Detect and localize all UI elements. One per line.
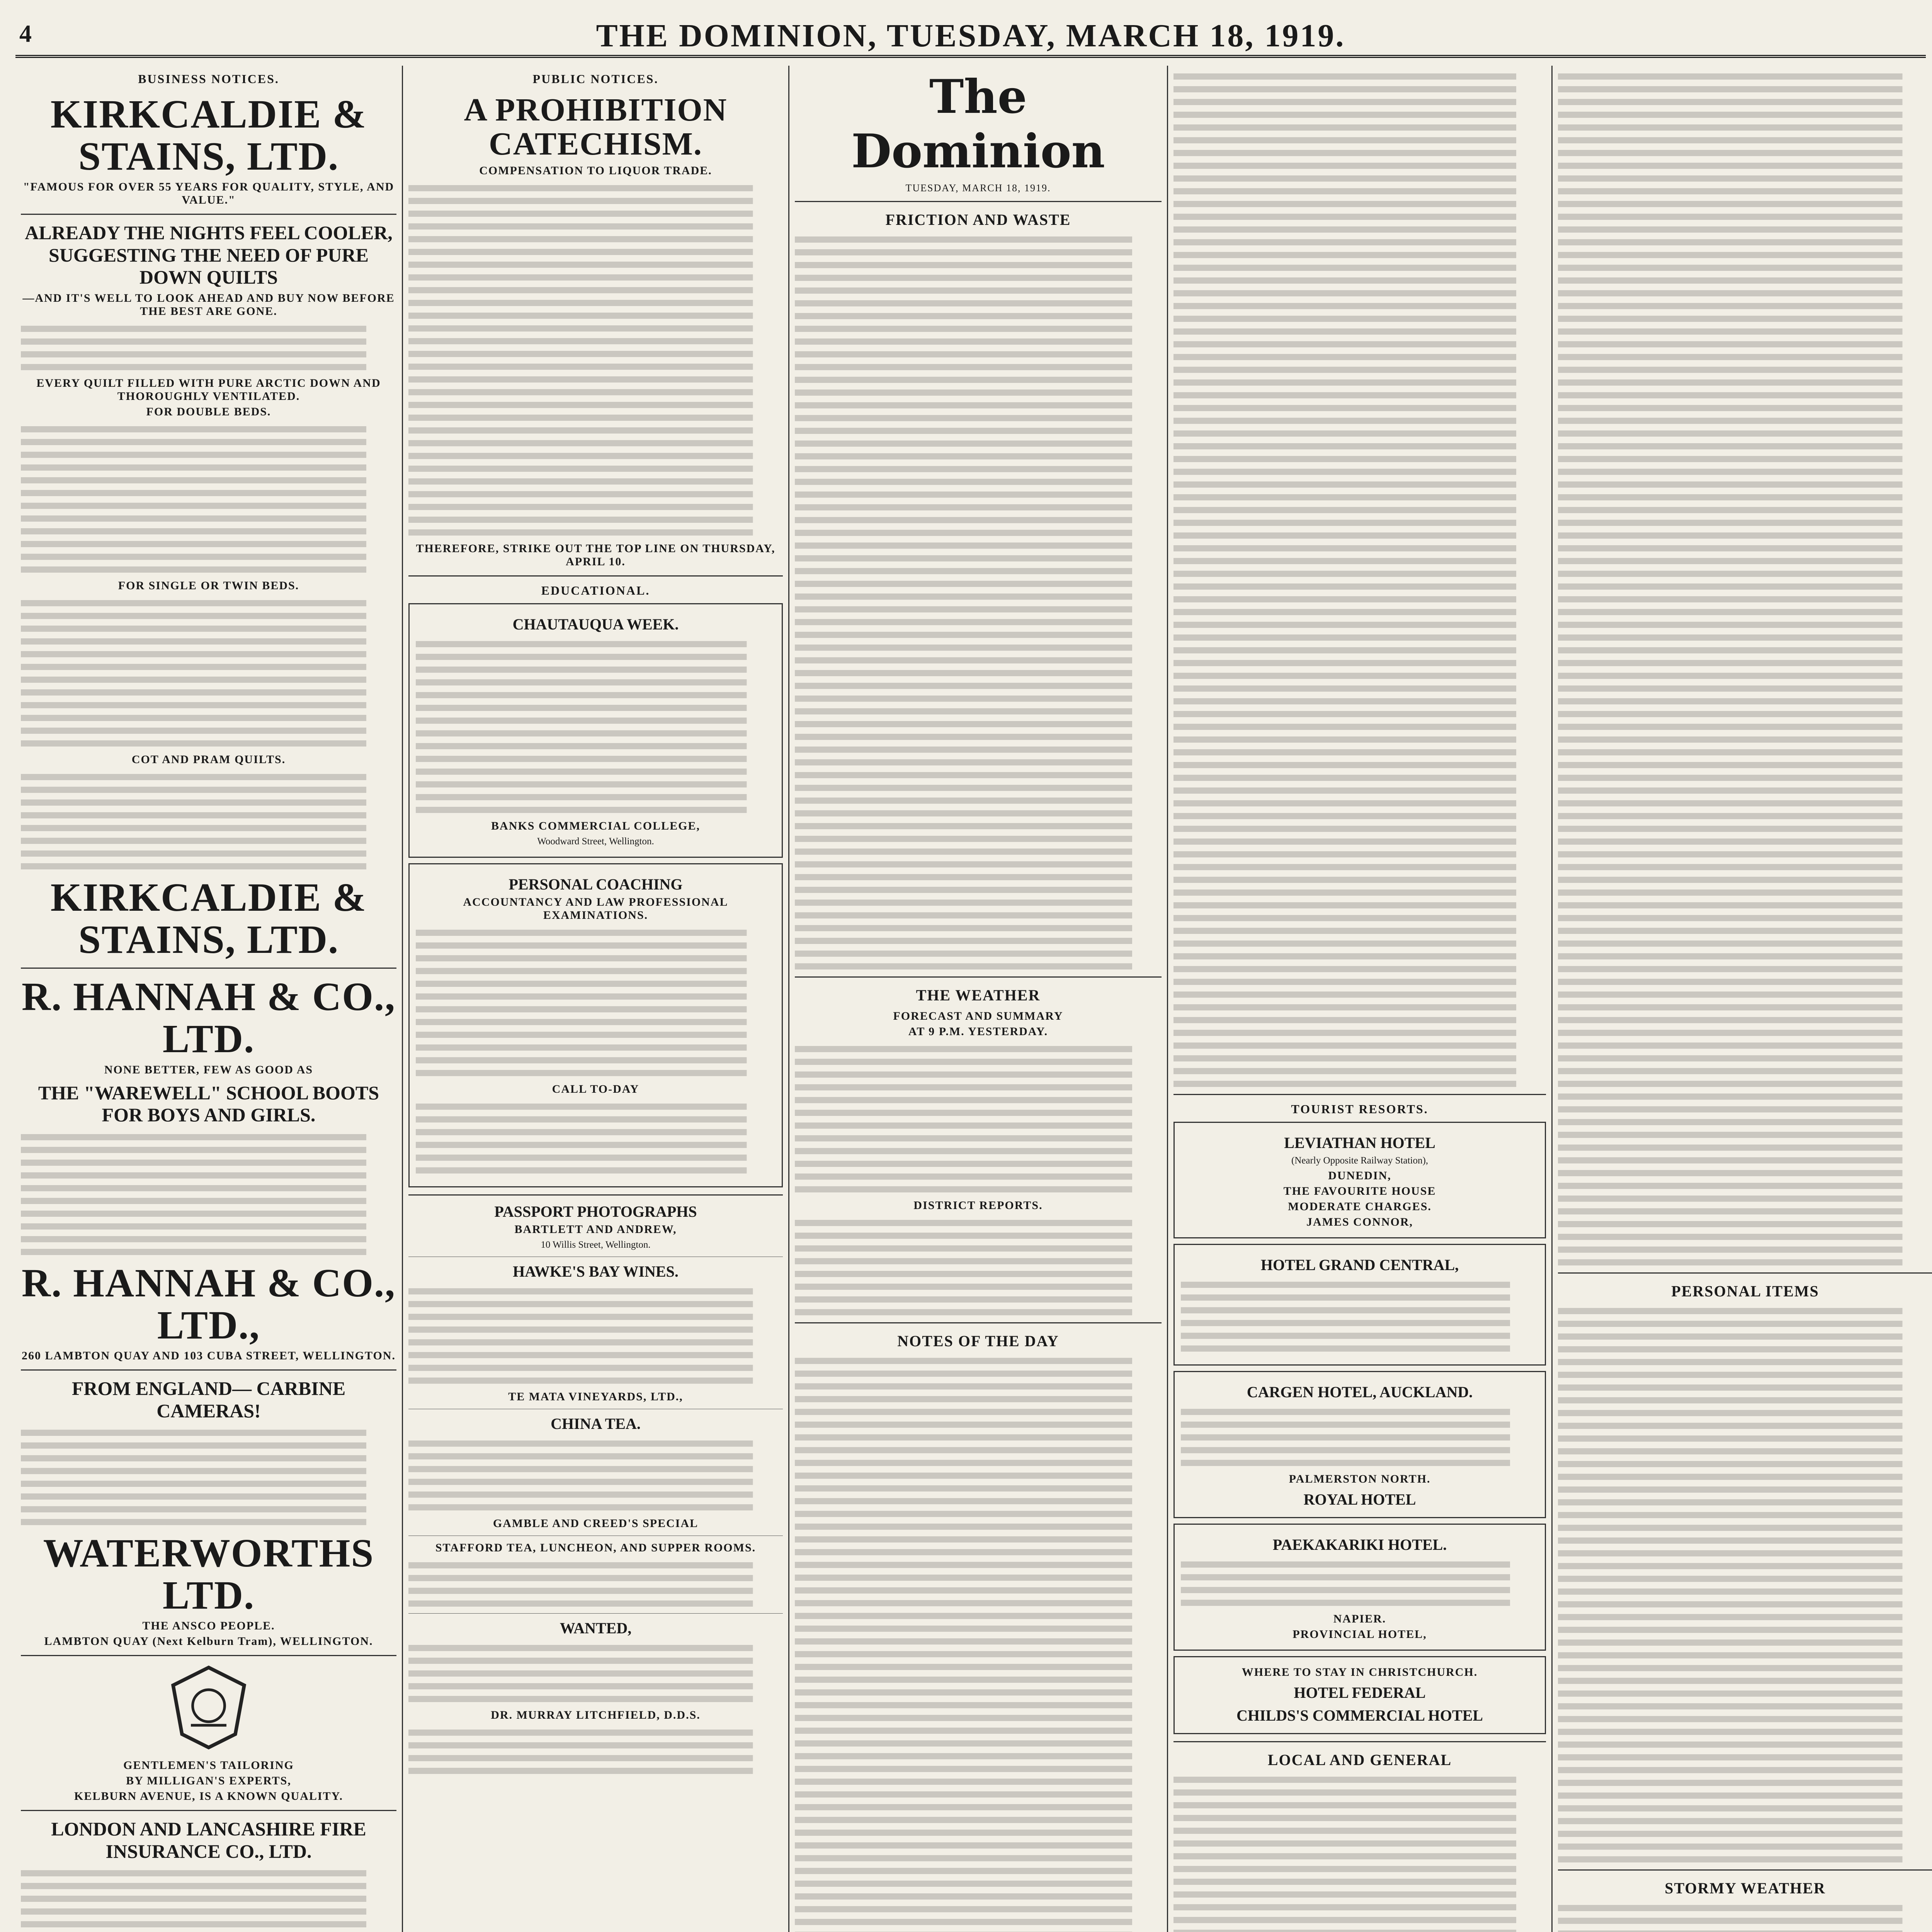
text-block <box>408 1288 783 1384</box>
text-block <box>1181 1282 1539 1352</box>
kirkcaldie-title-2: KIRKCALDIE & STAINS, LTD. <box>50 875 367 962</box>
column-tourist-and-local <box>1167 66 1551 1932</box>
text-block <box>408 1440 783 1510</box>
divider <box>21 968 396 969</box>
london-lancashire-headline: LONDON AND LANCASHIRE FIRE INSURANCE CO., LTD. <box>51 1818 366 1862</box>
warewell-headline: THE "WAREWELL" SCHOOL BOOTS FOR BOYS AND GIRLS. <box>38 1082 379 1126</box>
text-block <box>21 1430 396 1525</box>
tourist-resorts-heading: TOURIST RESORTS. <box>1291 1102 1429 1116</box>
divider <box>21 1810 396 1811</box>
masthead <box>15 8 1926 58</box>
text-block <box>416 1104 776 1173</box>
single-beds-heading: FOR SINGLE OR TWIN BEDS. <box>118 579 299 592</box>
kirkcaldie-slogan: "FAMOUS FOR OVER 55 YEARS FOR QUALITY, STYLE, AND VALUE." <box>23 180 395 207</box>
waterworths-subhead: THE ANSCO PEOPLE. <box>142 1619 275 1633</box>
text-block <box>21 426 396 573</box>
text-block <box>416 641 776 813</box>
local-general-headline: LOCAL AND GENERAL <box>1267 1751 1452 1769</box>
litchfield-dentist: DR. MURRAY LITCHFIELD, D.D.S. <box>491 1708 701 1721</box>
waterworths-title: WATERWORTHS LTD. <box>43 1531 374 1618</box>
forecast-time: AT 9 P.M. YESTERDAY. <box>908 1025 1048 1038</box>
carbine-cameras-headline: FROM ENGLAND— CARBINE CAMERAS! <box>71 1378 346 1422</box>
personal-coaching-heading: PERSONAL COACHING <box>509 875 683 893</box>
grand-central-ad <box>1173 1244 1546 1366</box>
divider <box>408 575 783 577</box>
divider <box>21 1655 396 1656</box>
text-block <box>408 1730 783 1774</box>
prohibition-title: A PROHIBITION CATECHISM. <box>464 92 728 162</box>
leviathan-title: LEVIATHAN HOTEL <box>1284 1134 1435 1151</box>
hawkes-bay-heading: HAWKE'S BAY WINES. <box>513 1262 679 1280</box>
divider <box>795 1322 1162 1323</box>
double-beds-heading: FOR DOUBLE BEDS. <box>146 405 271 418</box>
quilts-note: EVERY QUILT FILLED WITH PURE ARCTIC DOWN AND THOROUGHLY VENTILATED. <box>36 376 381 403</box>
column-public-notices <box>402 66 788 1932</box>
forecast-heading: FORECAST AND SUMMARY <box>893 1010 1063 1022</box>
te-mata-name: TE MATA VINEYARDS, LTD., <box>508 1390 683 1403</box>
text-block <box>408 185 783 536</box>
strike-out-notice: THEREFORE, STRIKE OUT THE TOP LINE ON THURSDAY, APRIL 10. <box>416 542 776 568</box>
friction-headline: FRICTION AND WASTE <box>885 211 1071 228</box>
cargen-hotel-ad <box>1173 1371 1546 1518</box>
text-block <box>21 1870 396 1932</box>
text-block <box>1173 1777 1546 1932</box>
column-business-notices <box>15 66 402 1932</box>
leviathan-city: DUNEDIN, <box>1328 1169 1391 1182</box>
call-today: CALL TO-DAY <box>552 1082 639 1095</box>
educational-heading: EDUCATIONAL. <box>541 583 650 598</box>
china-tea-heading: CHINA TEA. <box>551 1415 641 1432</box>
text-block <box>795 1220 1162 1315</box>
district-reports-heading: DISTRICT REPORTS. <box>913 1199 1043 1212</box>
leviathan-sub: (Nearly Opposite Railway Station), <box>1291 1155 1429 1166</box>
editorial-date: TUESDAY, MARCH 18, 1919. <box>905 182 1051 194</box>
grand-central-title: HOTEL GRAND CENTRAL, <box>1260 1256 1459 1274</box>
paekakariki-hotel-ad <box>1173 1524 1546 1651</box>
banks-college: BANKS COMMERCIAL COLLEGE, <box>491 820 700 833</box>
christchurch-heading: WHERE TO STAY IN CHRISTCHURCH. <box>1242 1666 1478 1679</box>
text-block <box>21 326 396 370</box>
stafford-rooms: STAFFORD TEA, LUNCHEON, AND SUPPER ROOMS. <box>435 1541 756 1554</box>
divider <box>408 1613 783 1614</box>
hannah-title-2: R. HANNAH & CO., LTD., <box>22 1260 396 1347</box>
personal-items-headline: PERSONAL ITEMS <box>1671 1282 1819 1300</box>
wanted-heading: WANTED, <box>560 1619 632 1637</box>
text-block <box>1558 1308 1932 1862</box>
text-block <box>795 1046 1162 1192</box>
divider <box>795 201 1162 202</box>
christchurch-ad <box>1173 1656 1546 1734</box>
tailoring-address: KELBURN AVENUE, IS A KNOWN QUALITY. <box>74 1790 343 1803</box>
hannah-subhead: NONE BETTER, FEW AS GOOD AS <box>104 1063 313 1076</box>
notes-of-the-day-headline: NOTES OF THE DAY <box>897 1332 1059 1350</box>
section-heading: PUBLIC NOTICES. <box>532 72 659 86</box>
divider <box>1558 1869 1932 1871</box>
palmerston-heading: PALMERSTON NORTH. <box>1289 1473 1431 1486</box>
section-heading: BUSINESS NOTICES. <box>138 72 279 86</box>
masthead-title: THE DOMINION, TUESDAY, MARCH 18, 1919. <box>596 18 1345 54</box>
banks-address: Woodward Street, Wellington. <box>537 836 654 847</box>
text-block <box>408 1645 783 1702</box>
bartlett-address: 10 Willis Street, Wellington. <box>541 1239 651 1250</box>
text-block <box>21 774 396 869</box>
hannah-address: 260 LAMBTON QUAY AND 103 CUBA STREET, WELLINGTON. <box>22 1349 396 1362</box>
text-block <box>1181 1409 1539 1466</box>
column-editorial <box>788 66 1167 1932</box>
quilts-headline: ALREADY THE NIGHTS FEEL COOLER, SUGGESTING THE NEED OF PURE DOWN QUILTS <box>25 222 393 288</box>
bartlett-name: BARTLETT AND ANDREW, <box>514 1223 677 1236</box>
text-block <box>795 236 1162 969</box>
tailoring-heading: GENTLEMEN'S TAILORING <box>123 1759 294 1772</box>
paper-nameplate: The Dominion <box>851 70 1105 179</box>
hannah-title: R. HANNAH & CO., LTD. <box>22 975 396 1061</box>
leviathan-moderate: MODERATE CHARGES. <box>1288 1200 1432 1213</box>
page-number: 4 <box>19 20 32 47</box>
text-block <box>408 1562 783 1607</box>
text-block <box>1181 1561 1539 1606</box>
divider <box>1173 1741 1546 1742</box>
kirkcaldie-title: KIRKCALDIE & STAINS, LTD. <box>50 92 367 179</box>
weather-headline: THE WEATHER <box>916 986 1041 1004</box>
divider <box>21 1369 396 1371</box>
leviathan-proprietor: JAMES CONNOR, <box>1306 1216 1413 1229</box>
hotel-federal-title: HOTEL FEDERAL <box>1294 1684 1426 1702</box>
accountancy-heading: ACCOUNTANCY AND LAW PROFESSIONAL EXAMINATIONS. <box>463 895 728 922</box>
royal-hotel-title: ROYAL HOTEL <box>1303 1491 1416 1509</box>
text-block <box>1558 73 1932 1265</box>
leviathan-favourite: THE FAVOURITE HOUSE <box>1283 1185 1436 1198</box>
text-block <box>1558 1905 1932 1932</box>
provincial-hotel: PROVINCIAL HOTEL, <box>1293 1628 1427 1641</box>
divider <box>795 976 1162 978</box>
cargen-title: CARGEN HOTEL, AUCKLAND. <box>1247 1383 1473 1401</box>
text-block <box>416 930 776 1076</box>
chautauqua-heading: CHAUTAUQUA WEEK. <box>512 616 679 633</box>
column-personal-and-weather <box>1551 66 1932 1932</box>
compensation-subhead: COMPENSATION TO LIQUOR TRADE. <box>479 164 712 177</box>
tailoring-by: BY MILLIGAN'S EXPERTS, <box>126 1774 291 1787</box>
cot-quilts-heading: COT AND PRAM QUILTS. <box>131 753 286 766</box>
napier-heading: NAPIER. <box>1333 1612 1386 1626</box>
divider <box>1558 1272 1932 1274</box>
divider <box>21 214 396 215</box>
text-block <box>21 1134 396 1255</box>
personal-coaching-ad <box>408 863 783 1187</box>
childs-hotel-title: CHILDS'S COMMERCIAL HOTEL <box>1236 1707 1483 1725</box>
quilts-subhead: —AND IT'S WELL TO LOOK AHEAD AND BUY NOW BEFORE THE BEST ARE GONE. <box>22 291 395 318</box>
text-block <box>795 1358 1162 1932</box>
stormy-weather-headline: STORMY WEATHER <box>1665 1879 1826 1897</box>
waterworths-address: LAMBTON QUAY (Next Kelburn Tram), WELLINGTON. <box>44 1635 373 1648</box>
leviathan-hotel-ad <box>1173 1122 1546 1238</box>
gamble-creed: GAMBLE AND CREED'S SPECIAL <box>493 1517 699 1530</box>
chautauqua-ad <box>408 603 783 857</box>
divider <box>1173 1094 1546 1095</box>
divider <box>408 1194 783 1196</box>
passport-heading: PASSPORT PHOTOGRAPHS <box>494 1202 697 1220</box>
text-block <box>1173 73 1546 1087</box>
paekakariki-title: PAEKAKARIKI HOTEL. <box>1272 1536 1447 1554</box>
text-block <box>21 600 396 747</box>
tailor-crest-icon <box>164 1663 253 1752</box>
